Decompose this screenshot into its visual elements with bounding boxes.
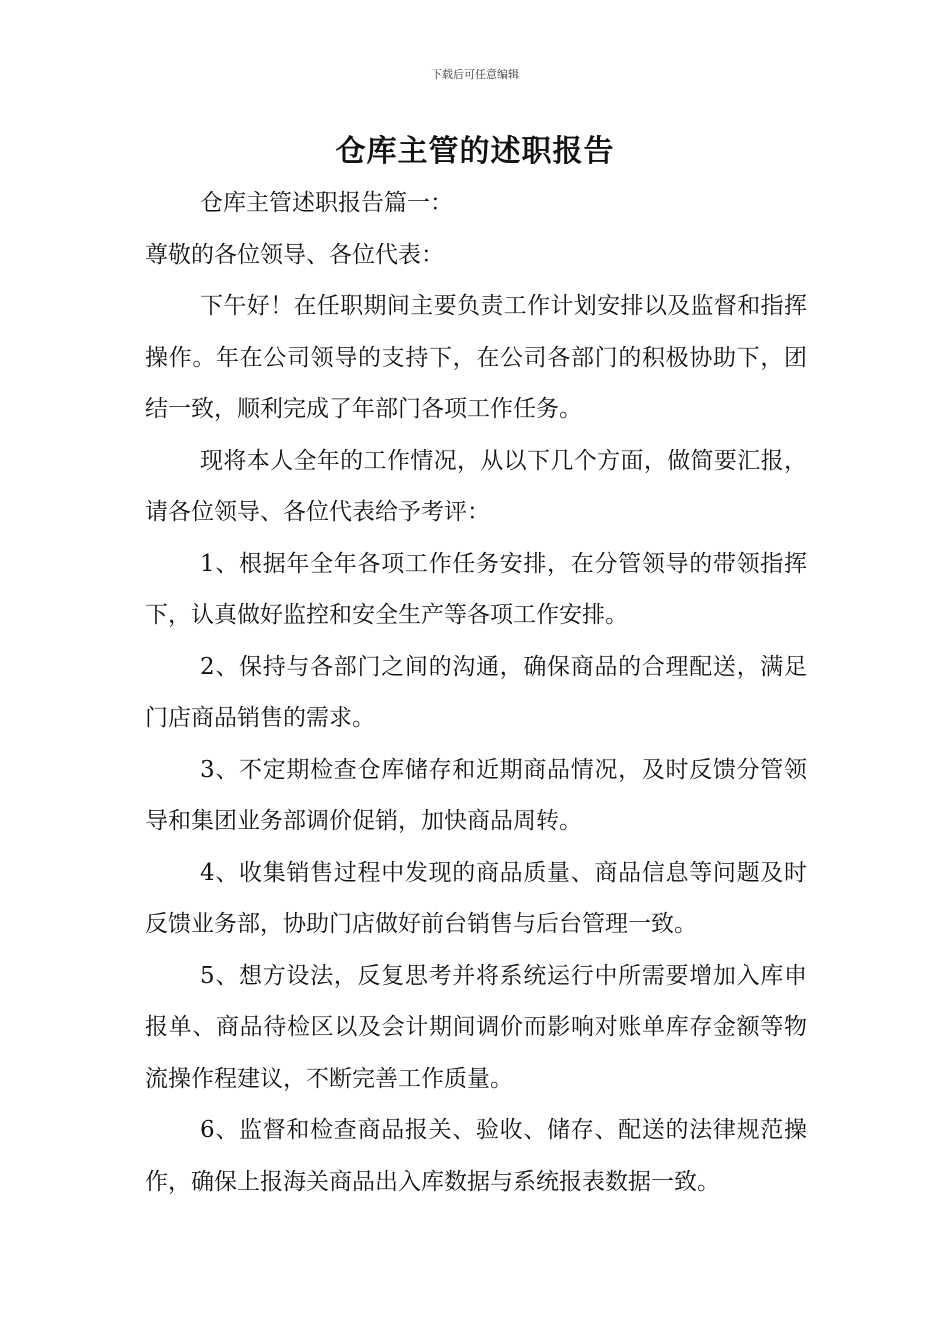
list-item-6: 6、监督和检查商品报关、验收、储存、配送的法律规范操作，确保上报海关商品出入库数据与系统报表数据一致。 — [145, 1117, 807, 1195]
section-heading: 仓库主管述职报告篇一： — [200, 190, 453, 216]
header-note: 下载后可任意编辑 — [431, 68, 519, 81]
list-item-5: 5、想方设法，反复思考并将系统运行中所需要增加入库申报单、商品待检区以及会计期间调价而影响对账单库存金额等物流操作程建议，不断完善工作质量。 — [145, 962, 807, 1092]
paragraph-greeting: 下午好！在任职期间主要负责工作计划安排以及监督和指挥操作。年在公司领导的支持下，在公司各部门的积极协助下，团结一致，顺利完成了年部门各项工作任务。 — [145, 293, 807, 422]
salutation: 尊敬的各位领导、各位代表： — [145, 241, 444, 268]
list-item-1: 1、根据年全年各项工作任务安排，在分管领导的带领指挥下，认真做好监控和安全生产等各项工作安排。 — [145, 550, 807, 628]
document-title: 仓库主管的述职报告 — [335, 134, 615, 169]
list-item-4: 4、收集销售过程中发现的商品质量、商品信息等问题及时反馈业务部，协助门店做好前台销售与后台管理一致。 — [145, 859, 807, 937]
list-item-2: 2、保持与各部门之间的沟通，确保商品的合理配送，满足门店商品销售的需求。 — [145, 653, 807, 731]
document-body — [145, 178, 807, 1208]
list-item-3: 3、不定期检查仓库储存和近期商品情况，及时反馈分管领导和集团业务部调价促销，加快商品周转。 — [145, 756, 807, 834]
paragraph-intro: 现将本人全年的工作情况，从以下几个方面，做简要汇报，请各位领导、各位代表给予考评： — [145, 447, 807, 525]
